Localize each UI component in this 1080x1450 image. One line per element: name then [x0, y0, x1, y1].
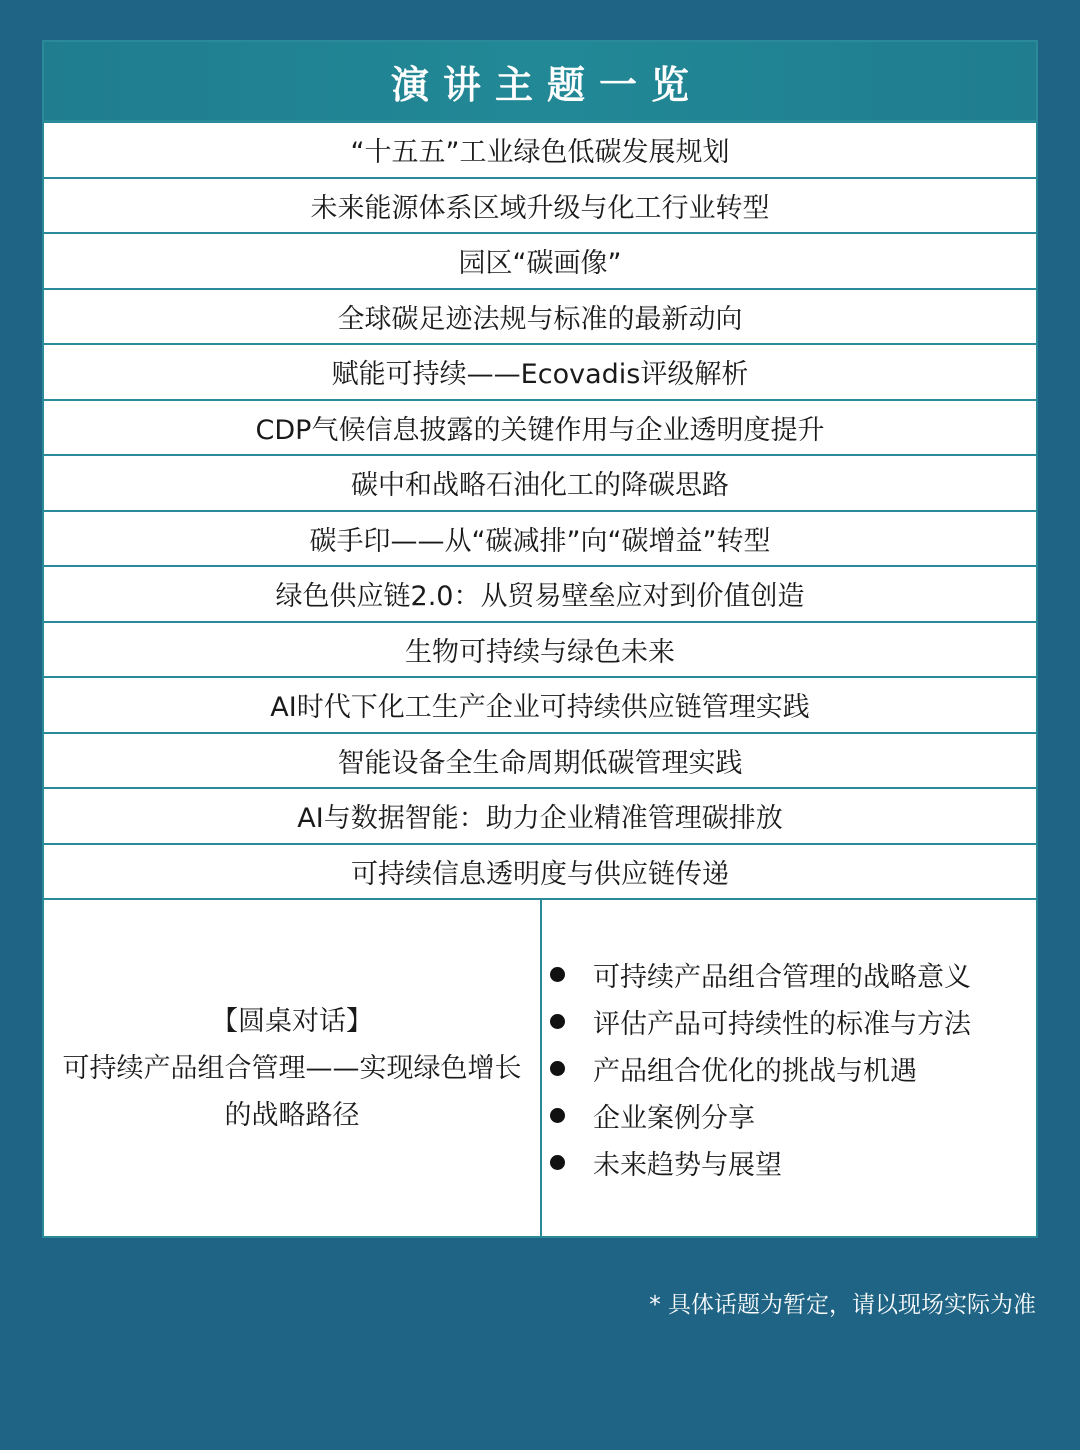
topic-row: AI与数据智能：助力企业精准管理碳排放 — [44, 789, 1036, 845]
topic-row: 碳中和战略石油化工的降碳思路 — [44, 456, 1036, 512]
bullet-icon — [550, 1155, 565, 1170]
bullet-icon — [550, 1014, 565, 1029]
list-item-label: 未来趋势与展望 — [593, 1149, 782, 1181]
list-item — [550, 951, 1036, 998]
roundtable-title-cell — [44, 900, 542, 1236]
list-item — [550, 998, 1036, 1045]
title-bar — [44, 42, 1036, 123]
topic-row: 智能设备全生命周期低碳管理实践 — [44, 734, 1036, 790]
list-item — [550, 1139, 1036, 1186]
topic-row: AI时代下化工生产企业可持续供应链管理实践 — [44, 678, 1036, 734]
page-title: 演讲主题一览 — [390, 62, 703, 107]
list-item-label: 产品组合优化的挑战与机遇 — [593, 1055, 917, 1087]
roundtable-section — [44, 900, 1036, 1236]
topic-row: 赋能可持续——Ecovadis评级解析 — [44, 345, 1036, 401]
list-item-label: 企业案例分享 — [593, 1102, 755, 1134]
topic-row: 可持续信息透明度与供应链传递 — [44, 845, 1036, 901]
topic-row: 碳手印——从“碳减排”向“碳增益”转型 — [44, 512, 1036, 568]
bullet-icon — [550, 967, 565, 982]
topic-row: 全球碳足迹法规与标准的最新动向 — [44, 290, 1036, 346]
roundtable-label: 【圆桌对话】 — [211, 1005, 373, 1037]
topic-row: 生物可持续与绿色未来 — [44, 623, 1036, 679]
list-item-label: 可持续产品组合管理的战略意义 — [593, 961, 971, 993]
list-item-label: 评估产品可持续性的标准与方法 — [593, 1008, 971, 1040]
roundtable-points-cell — [542, 900, 1036, 1236]
list-item — [550, 1045, 1036, 1092]
roundtable-title-line2: 的战略路径 — [224, 1099, 360, 1131]
topic-row: CDP气候信息披露的关键作用与企业透明度提升 — [44, 401, 1036, 457]
bullet-icon — [550, 1061, 565, 1076]
topic-row: 绿色供应链2.0：从贸易壁垒应对到价值创造 — [44, 567, 1036, 623]
topic-row: 园区“碳画像” — [44, 234, 1036, 290]
topic-row: 未来能源体系区域升级与化工行业转型 — [44, 179, 1036, 235]
topic-row: “十五五”工业绿色低碳发展规划 — [44, 123, 1036, 179]
list-item — [550, 1092, 1036, 1139]
topics-panel — [42, 40, 1038, 1238]
bullet-icon — [550, 1108, 565, 1123]
footnote: * 具体话题为暂定，请以现场实际为准 — [649, 1292, 1036, 1318]
roundtable-title-line1: 可持续产品组合管理——实现绿色增长 — [62, 1052, 522, 1084]
